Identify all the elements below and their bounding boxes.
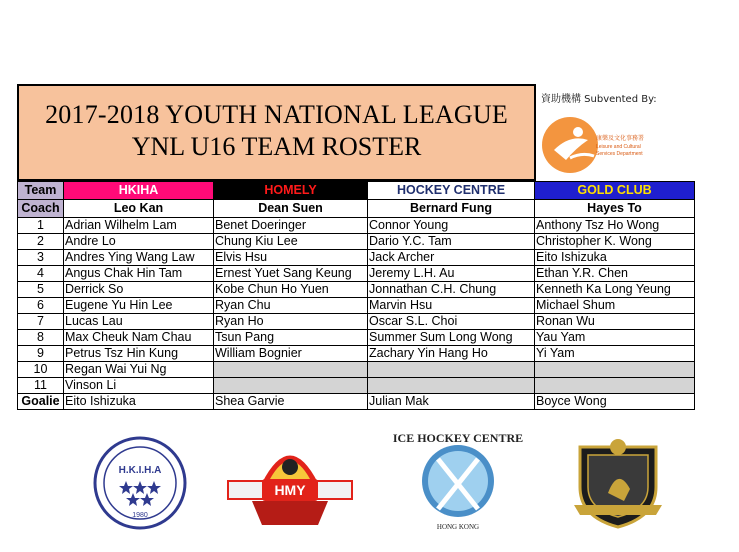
coach-gold-club: Hayes To (535, 200, 695, 218)
goalie-homely: Shea Garvie (214, 394, 368, 410)
player-hockey-centre: Jack Archer (368, 250, 535, 266)
player-homely: Chung Kiu Lee (214, 234, 368, 250)
player-hkiha: Lucas Lau (64, 314, 214, 330)
hkiha-logo (92, 435, 188, 531)
player-hockey-centre (368, 362, 535, 378)
subvented-by-label: 資助機構 Subvented By: (541, 94, 657, 105)
player-homely: Ryan Ho (214, 314, 368, 330)
homely-logo-text: HMY (274, 482, 306, 498)
player-homely: Tsun Pang (214, 330, 368, 346)
player-hkiha: Andres Ying Wang Law (64, 250, 214, 266)
player-number: 5 (18, 282, 64, 298)
player-row (18, 314, 695, 330)
player-hkiha: Derrick So (64, 282, 214, 298)
player-number: 4 (18, 266, 64, 282)
title-line-2: YNL U16 TEAM ROSTER (131, 132, 422, 161)
player-hockey-centre: Jonnathan C.H. Chung (368, 282, 535, 298)
player-hkiha: Regan Wai Yui Ng (64, 362, 214, 378)
roster-table (17, 181, 695, 410)
team-row (18, 182, 695, 200)
hkiha-year-text: 1980 (132, 512, 148, 519)
player-row (18, 298, 695, 314)
ice-hockey-centre-text: ICE HOCKEY CENTRE (392, 431, 524, 445)
player-number: 10 (18, 362, 64, 378)
gold-club-logo (568, 431, 668, 531)
hkiha-stars-icon (119, 481, 161, 506)
player-number: 3 (18, 250, 64, 266)
team-gold-club: GOLD CLUB (535, 182, 695, 200)
player-number: 9 (18, 346, 64, 362)
player-homely: Kobe Chun Ho Yuen (214, 282, 368, 298)
goalie-row (18, 394, 695, 410)
player-gold-club: Michael Shum (535, 298, 695, 314)
player-hkiha: Adrian Wilhelm Lam (64, 218, 214, 234)
player-gold-club: Christopher K. Wong (535, 234, 695, 250)
team-logos (0, 425, 739, 535)
player-row (18, 362, 695, 378)
player-homely (214, 378, 368, 394)
goalie-label: Goalie (18, 394, 64, 410)
ice-hockey-centre-logo (392, 429, 524, 533)
player-gold-club (535, 362, 695, 378)
player-row (18, 330, 695, 346)
player-hkiha: Vinson Li (64, 378, 214, 394)
player-hockey-centre: Jeremy L.H. Au (368, 266, 535, 282)
player-hkiha: Petrus Tsz Hin Kung (64, 346, 214, 362)
goalie-hkiha: Eito Ishizuka (64, 394, 214, 410)
player-gold-club: Ronan Wu (535, 314, 695, 330)
player-hkiha: Andre Lo (64, 234, 214, 250)
player-number: 7 (18, 314, 64, 330)
player-number: 8 (18, 330, 64, 346)
player-number: 1 (18, 218, 64, 234)
player-number: 2 (18, 234, 64, 250)
lcsd-logo (540, 112, 645, 178)
player-hkiha: Max Cheuk Nam Chau (64, 330, 214, 346)
player-hockey-centre: Summer Sum Long Wong (368, 330, 535, 346)
lcsd-en-text-2: Services Department (596, 151, 643, 157)
player-number: 6 (18, 298, 64, 314)
team-homely: HOMELY (214, 182, 368, 200)
player-homely: Ernest Yuet Sang Keung (214, 266, 368, 282)
coach-label: Coach (18, 200, 64, 218)
goalie-hockey-centre: Julian Mak (368, 394, 535, 410)
player-hockey-centre (368, 378, 535, 394)
player-hockey-centre: Oscar S.L. Choi (368, 314, 535, 330)
player-row (18, 346, 695, 362)
player-hkiha: Eugene Yu Hin Lee (64, 298, 214, 314)
coach-hkiha: Leo Kan (64, 200, 214, 218)
coach-homely: Dean Suen (214, 200, 368, 218)
player-gold-club: Kenneth Ka Long Yeung (535, 282, 695, 298)
player-hockey-centre: Dario Y.C. Tam (368, 234, 535, 250)
player-row (18, 282, 695, 298)
player-homely: William Bognier (214, 346, 368, 362)
hkiha-logo-text: H.K.I.H.A (118, 465, 162, 476)
player-number: 11 (18, 378, 64, 394)
player-homely: Elvis Hsu (214, 250, 368, 266)
player-homely (214, 362, 368, 378)
coach-hockey-centre: Bernard Fung (368, 200, 535, 218)
player-hockey-centre: Connor Young (368, 218, 535, 234)
team-hockey-centre: HOCKEY CENTRE (368, 182, 535, 200)
ice-hockey-centre-sub: HONG KONG (436, 523, 480, 531)
player-gold-club: Yi Yam (535, 346, 695, 362)
homely-logo (222, 433, 358, 529)
player-gold-club: Eito Ishizuka (535, 250, 695, 266)
player-gold-club: Ethan Y.R. Chen (535, 266, 695, 282)
goalie-gold-club: Boyce Wong (535, 394, 695, 410)
player-row (18, 234, 695, 250)
player-row (18, 218, 695, 234)
player-homely: Benet Doeringer (214, 218, 368, 234)
player-hkiha: Angus Chak Hin Tam (64, 266, 214, 282)
player-hockey-centre: Zachary Yin Hang Ho (368, 346, 535, 362)
team-label: Team (18, 182, 64, 200)
player-homely: Ryan Chu (214, 298, 368, 314)
title-line-1: 2017-2018 YOUTH NATIONAL LEAGUE (45, 100, 508, 129)
lcsd-cn-text: 康樂及文化事務署 (596, 135, 645, 142)
player-gold-club (535, 378, 695, 394)
lcsd-en-text-1: Leisure and Cultural (596, 144, 641, 150)
player-gold-club: Yau Yam (535, 330, 695, 346)
player-row (18, 378, 695, 394)
coach-row (18, 200, 695, 218)
player-gold-club: Anthony Tsz Ho Wong (535, 218, 695, 234)
roster-header (17, 84, 536, 181)
team-hkiha: HKIHA (64, 182, 214, 200)
player-row (18, 250, 695, 266)
player-row (18, 266, 695, 282)
player-hockey-centre: Marvin Hsu (368, 298, 535, 314)
